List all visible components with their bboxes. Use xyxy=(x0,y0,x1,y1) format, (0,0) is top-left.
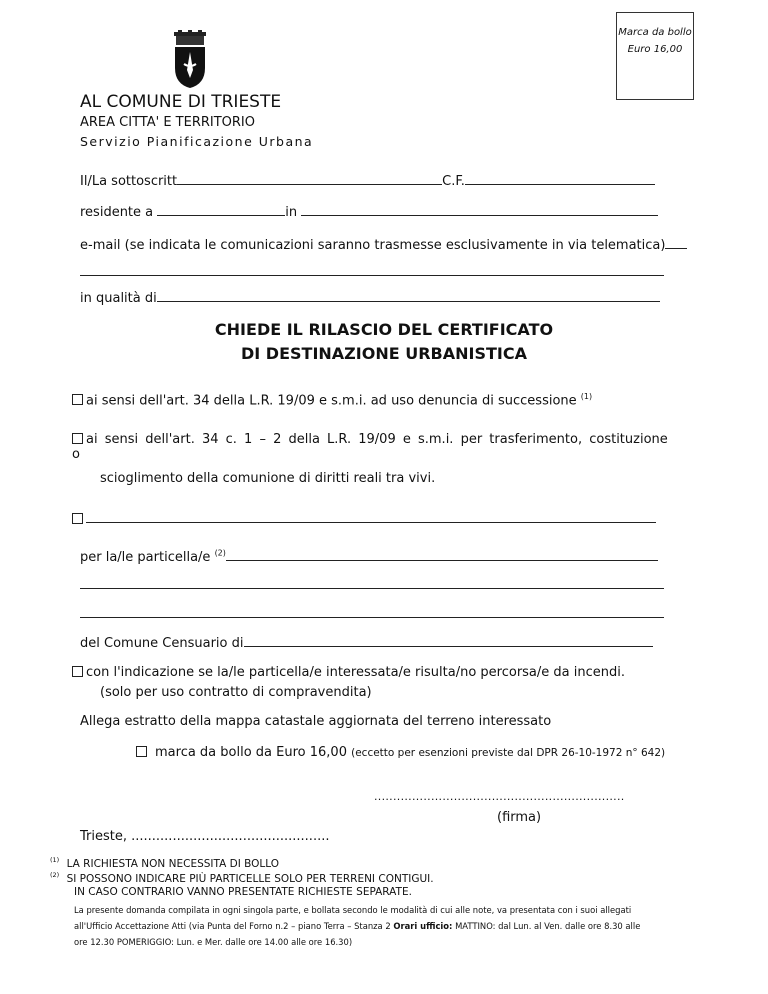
note-ref-2: (2) xyxy=(214,548,226,558)
footnote-2-text: SI POSSONO INDICARE PIÙ PARTICELLE SOLO PER TERRENI CONTIGUI. xyxy=(66,872,434,885)
in-label: in xyxy=(285,205,298,220)
email-field[interactable] xyxy=(665,236,687,249)
census-row xyxy=(80,634,653,651)
area-title: AREA CITTA' E TERRITORIO xyxy=(80,115,255,130)
parcels-line-3[interactable] xyxy=(80,617,664,618)
parcels-line-2[interactable] xyxy=(80,588,664,589)
signature-label: (firma) xyxy=(497,810,542,825)
stamp-label: Marca da bollo xyxy=(618,27,692,38)
request-title-line2: DI DESTINAZIONE URBANISTICA xyxy=(241,344,527,363)
capacity-field[interactable] xyxy=(157,289,660,302)
option-succession xyxy=(72,392,592,408)
capacity-row xyxy=(80,289,660,306)
undersigned-row xyxy=(80,172,655,189)
footnote-2 xyxy=(50,871,434,885)
stamp-box xyxy=(616,12,694,100)
census-field[interactable] xyxy=(244,634,653,647)
parcels-label: per la/le particella/e xyxy=(80,550,211,565)
instructions-line1: La presente domanda compilata in ogni singola parte, e bollata secondo le modalità di cui alle note, va presentata con i suoi allegati xyxy=(74,905,632,915)
option-transfer xyxy=(72,432,668,462)
note-ref-1: (1) xyxy=(580,392,593,401)
succession-checkbox[interactable] xyxy=(72,394,83,405)
option-succession-label: ai sensi dell'art. 34 della L.R. 19/09 e s.m.i. ad uso denuncia di successione xyxy=(86,393,577,409)
stamp-amount: Euro 16,00 xyxy=(627,44,683,55)
undersigned-field[interactable] xyxy=(177,172,442,185)
option-fire-note: (solo per uso contratto di compravendita) xyxy=(100,685,372,700)
footnote-1 xyxy=(50,856,279,870)
option-fire xyxy=(72,665,625,680)
service-title: Servizio Pianificazione Urbana xyxy=(80,134,314,149)
fire-checkbox[interactable] xyxy=(72,666,83,677)
footnote-2-text-b: IN CASO CONTRARIO VANNO PRESENTATE RICHIESTE SEPARATE. xyxy=(74,886,412,898)
email-row xyxy=(80,236,687,253)
resident-field[interactable] xyxy=(157,203,285,216)
footnote-2-mark: (2) xyxy=(50,871,60,879)
option-transfer-label: ai sensi dell'art. 34 c. 1 – 2 della L.R. 19/09 e s.m.i. per trasferimento, costituzione o xyxy=(72,432,668,462)
option-other xyxy=(72,510,656,527)
instructions-line2-a: all'Ufficio Accettazione Atti (via Punta del Forno n.2 – piano Terra – Stanza 2 xyxy=(74,921,394,931)
parcels-field[interactable] xyxy=(226,548,658,561)
trieste-coat-of-arms-logo xyxy=(170,30,210,90)
cf-label: C.F. xyxy=(442,174,465,189)
address-field[interactable] xyxy=(301,203,658,216)
attachment-stamp-note: (eccetto per esenzioni previste dal DPR 26-10-1972 n° 642) xyxy=(351,747,666,759)
parcels-row xyxy=(80,548,658,565)
transfer-checkbox[interactable] xyxy=(72,433,83,444)
option-transfer-line2: scioglimento della comunione di diritti reali tra vivi. xyxy=(100,471,436,486)
resident-label: residente a xyxy=(80,205,154,220)
email-continuation-line[interactable] xyxy=(80,275,664,276)
attachment-stamp-label: marca da bollo da Euro 16,00 xyxy=(155,745,347,760)
census-label: del Comune Censuario di xyxy=(80,636,244,651)
request-title-line1: CHIEDE IL RILASCIO DEL CERTIFICATO xyxy=(214,320,554,339)
submission-instructions xyxy=(74,902,674,950)
undersigned-label: Il/La sottoscritt xyxy=(80,174,178,189)
instructions-line2-b: MATTINO: dal Lun. al Ven. dalle ore 8.30 alle xyxy=(452,921,641,931)
instructions-line2 xyxy=(74,918,674,934)
capacity-label: in qualità di xyxy=(80,291,157,306)
residence-row xyxy=(80,203,658,220)
instructions-line3: ore 12.30 POMERIGGIO: Lun. e Mer. dalle ore 14.00 alle ore 16.30) xyxy=(74,937,353,947)
attachment-label: Allega estratto della mappa catastale aggiornata del terreno interessato xyxy=(80,714,552,729)
footnote-1-text: LA RICHIESTA NON NECESSITA DI BOLLO xyxy=(66,857,280,870)
place-date[interactable]: Trieste, ................................................ xyxy=(80,829,330,844)
request-title xyxy=(0,318,768,366)
other-field[interactable] xyxy=(86,510,656,523)
signature-line[interactable]: .................................................................. xyxy=(374,790,625,803)
attachment-stamp xyxy=(136,745,665,760)
recipient-title: AL COMUNE DI TRIESTE xyxy=(80,92,282,112)
other-checkbox[interactable] xyxy=(72,513,83,524)
footnote-1-mark: (1) xyxy=(50,856,60,864)
cf-field[interactable] xyxy=(465,172,655,185)
email-label: e-mail (se indicata le comunicazioni saranno trasmesse esclusivamente in via telematica) xyxy=(80,238,666,253)
option-fire-label: con l'indicazione se la/le particella/e interessata/e risulta/no percorsa/e da incendi. xyxy=(86,665,625,680)
stamp-checkbox[interactable] xyxy=(136,746,147,757)
office-hours-label: Orari ufficio: xyxy=(393,921,453,931)
